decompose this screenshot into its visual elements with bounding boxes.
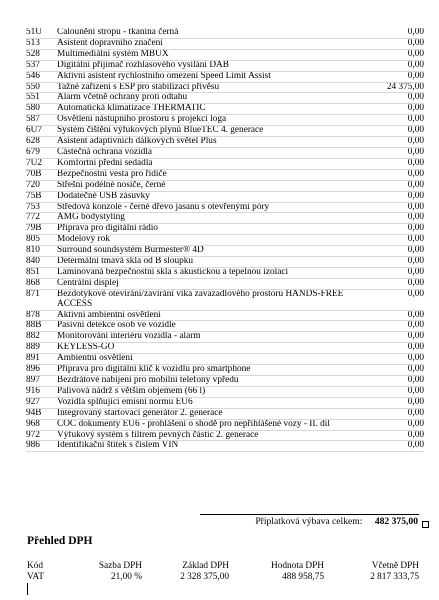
equipment-price: 0,00	[407, 267, 424, 277]
equipment-price: 0,00	[407, 92, 424, 103]
equipment-price: 0,00	[407, 125, 424, 136]
equipment-description: Automatická klimatizace THERMATIC	[57, 103, 206, 114]
equipment-code: 720	[26, 180, 40, 190]
equipment-description: Determální tmavá skla od B sloupku	[57, 256, 194, 267]
equipment-code: 810	[26, 245, 40, 256]
equipment-code: 889	[26, 342, 40, 353]
equipment-price: 0,00	[407, 28, 424, 37]
equipment-row	[26, 60, 424, 71]
equipment-row	[26, 93, 424, 104]
equipment-price: 0,00	[407, 223, 424, 234]
equipment-description: Identifikační štítek s číslem VIN	[57, 440, 179, 451]
extras-total	[200, 516, 418, 527]
equipment-price: 0,00	[407, 397, 424, 407]
equipment-row	[26, 49, 424, 60]
vat-header-amount: Hodnota DPH	[271, 561, 324, 571]
equipment-description: Integrovaný startovací generátor 2. generace	[57, 408, 223, 418]
equipment-code: 882	[26, 331, 40, 342]
equipment-description: Multimediální systém MBUX	[57, 49, 169, 59]
equipment-description: Digitální přijímač rozhlasového vysílání DAB	[57, 60, 229, 70]
equipment-code: 916	[26, 386, 40, 396]
equipment-code: 587	[26, 114, 40, 125]
equipment-price: 0,00	[407, 38, 424, 48]
equipment-price: 0,00	[407, 60, 424, 70]
equipment-code: 896	[26, 364, 40, 375]
equipment-price: 0,00	[407, 114, 424, 125]
equipment-row	[26, 224, 424, 235]
equipment-price: 0,00	[407, 191, 424, 201]
equipment-price: 0,00	[407, 278, 424, 288]
vat-header-rate: Sazba DPH	[98, 561, 142, 571]
equipment-code: 7U2	[26, 158, 43, 168]
equipment-row	[26, 191, 424, 202]
vat-header-row	[27, 561, 419, 572]
equipment-code: 75B	[26, 191, 42, 201]
equipment-code: 840	[26, 256, 40, 267]
equipment-price: 0,00	[407, 375, 424, 385]
equipment-code: 891	[26, 353, 40, 364]
vat-header-code: Kód	[27, 561, 44, 571]
checkbox-square[interactable]	[422, 521, 429, 528]
equipment-row	[26, 419, 424, 430]
equipment-price: 0,00	[407, 320, 424, 331]
equipment-code: 546	[26, 71, 40, 81]
equipment-description: Modelový rok	[57, 234, 110, 245]
equipment-price: 0,00	[407, 289, 424, 299]
equipment-price: 0,00	[407, 408, 424, 418]
equipment-code: 851	[26, 267, 40, 277]
equipment-code: 513	[26, 38, 40, 48]
equipment-code: 868	[26, 278, 40, 288]
equipment-row	[26, 408, 424, 419]
equipment-description: Komfortní přední sedadla	[57, 158, 153, 168]
equipment-row	[26, 257, 424, 268]
equipment-row	[26, 310, 424, 321]
equipment-price: 0,00	[407, 202, 424, 212]
equipment-code: 897	[26, 375, 40, 385]
vat-amount: 488 958,75	[282, 572, 324, 582]
equipment-price: 0,00	[407, 136, 424, 147]
equipment-price: 0,00	[407, 147, 424, 157]
equipment-description: Příprava pro digitální rádio	[57, 223, 158, 234]
equipment-code: 550	[26, 82, 40, 92]
equipment-row	[26, 267, 424, 278]
equipment-code: 878	[26, 310, 40, 320]
equipment-price: 0,00	[407, 49, 424, 59]
equipment-price: 0,00	[407, 430, 424, 440]
equipment-description: AMG bodystyling	[57, 212, 125, 223]
equipment-price: 0,00	[407, 353, 424, 364]
equipment-description: COC dokumenty EU6 - prohlášení o shodě pro nepřihlášené vozy - II. díl	[57, 419, 330, 429]
equipment-table	[26, 28, 424, 452]
equipment-price: 0,00	[407, 440, 424, 451]
equipment-code: 6U7	[26, 125, 43, 136]
equipment-row	[26, 246, 424, 257]
equipment-description: Středová konzole - černé dřevo jasanu s otevřenými póry	[57, 202, 270, 212]
extras-total-label: Příplatková výbava celkem:	[255, 516, 363, 527]
vat-row	[27, 572, 419, 583]
equipment-description: Pasivní detekce osob ve vozidle	[57, 320, 176, 331]
equipment-row	[26, 321, 424, 332]
equipment-description: Osvětlení nástupního prostoru s projekcí loga	[57, 114, 227, 125]
equipment-description: Asistent adaptivních dálkových světel Plus	[57, 136, 217, 147]
equipment-price: 0,00	[407, 256, 424, 267]
equipment-price: 0,00	[407, 364, 424, 375]
equipment-row	[26, 82, 424, 93]
vat-header-total: Včetně DPH	[371, 561, 419, 571]
equipment-price: 0,00	[407, 310, 424, 320]
text-cursor	[27, 583, 28, 595]
equipment-row	[26, 115, 424, 126]
equipment-row	[26, 38, 424, 49]
equipment-description: Dodatečné USB zásuvky	[57, 191, 150, 201]
equipment-table-body	[26, 28, 424, 452]
equipment-code: 986	[26, 440, 40, 451]
vat-header-base: Základ DPH	[182, 561, 229, 571]
equipment-row	[26, 397, 424, 408]
equipment-price: 24 375,00	[386, 82, 424, 92]
equipment-code: 772	[26, 212, 40, 223]
equipment-row	[26, 158, 424, 169]
equipment-code: 551	[26, 92, 40, 103]
equipment-row	[26, 28, 424, 38]
equipment-description: Tažné zařízení s ESP pro stabilizaci přívěsu	[57, 82, 220, 92]
equipment-code: 628	[26, 136, 40, 147]
equipment-price: 0,00	[407, 419, 424, 429]
equipment-description: Monitorování interiéru vozidla - alarm	[57, 331, 201, 342]
equipment-description: Bezdotykové otevírání/zavírání víka zavazadlového prostoru HANDS-FREE ACCESS	[57, 289, 344, 309]
equipment-row	[26, 71, 424, 82]
equipment-code: 805	[26, 234, 40, 245]
equipment-price: 0,00	[407, 234, 424, 245]
equipment-row	[26, 147, 424, 158]
equipment-row	[26, 169, 424, 180]
equipment-price: 0,00	[407, 212, 424, 223]
equipment-row	[26, 213, 424, 224]
equipment-code: 580	[26, 103, 40, 114]
vat-base: 2 328 375,00	[180, 572, 229, 582]
equipment-description: Aktivní asistent rychlostního omezení Speed Limit Assist	[57, 71, 271, 81]
equipment-description: KEYLESS-GO	[57, 342, 115, 353]
equipment-row	[26, 104, 424, 115]
equipment-description: Systém čištění výfukových plynů BlueTEC 4. generace	[57, 125, 264, 136]
equipment-code: 753	[26, 202, 40, 212]
equipment-code: 968	[26, 419, 40, 429]
equipment-description: Střešní podélné nosiče, černé	[57, 180, 166, 190]
equipment-code: 51U	[26, 28, 43, 37]
equipment-row	[26, 376, 424, 387]
equipment-code: 528	[26, 49, 40, 59]
equipment-description: Částečná ochrana vozidla	[57, 147, 152, 157]
equipment-price: 0,00	[407, 245, 424, 256]
equipment-row	[26, 343, 424, 354]
equipment-description: Výfukový systém s filtrem pevných částic 2. generace	[57, 430, 259, 440]
equipment-price: 0,00	[407, 342, 424, 353]
equipment-description: Centrální displej	[57, 278, 119, 288]
equipment-description: Aktivní ambientní osvětlení	[57, 310, 161, 320]
equipment-row	[26, 386, 424, 397]
equipment-description: Palivová nádrž s větším objemem (66 l)	[57, 386, 206, 396]
equipment-code: 94B	[26, 408, 42, 418]
vat-summary-title: Přehled DPH	[27, 535, 93, 547]
equipment-code: 70B	[26, 169, 42, 179]
total-divider	[200, 514, 419, 515]
equipment-row	[26, 180, 424, 191]
vat-total: 2 817 333,75	[370, 572, 419, 582]
equipment-description: Surround soundsystém Burmester® 4D	[57, 245, 204, 256]
equipment-description: Ambientní osvětlení	[57, 353, 133, 364]
equipment-price: 0,00	[407, 386, 424, 396]
equipment-row	[26, 430, 424, 441]
equipment-description: Čalounění stropu - tkanina černá	[57, 28, 179, 37]
vat-table	[27, 561, 419, 583]
equipment-description: Alarm včetně ochrany proti odtahu	[57, 92, 188, 103]
equipment-row	[26, 332, 424, 343]
equipment-row	[26, 441, 424, 452]
equipment-description: Bezpečnostní vesta pro řidiče	[57, 169, 167, 179]
equipment-description: Bezdrátové nabíjení pro mobilní telefony vpředu	[57, 375, 239, 385]
vat-rate: 21,00 %	[111, 572, 142, 582]
equipment-row	[26, 126, 424, 137]
equipment-description: Asistent dopravního značení	[57, 38, 163, 48]
vat-code: VAT	[27, 572, 44, 582]
equipment-code: 871	[26, 289, 40, 299]
equipment-code: 927	[26, 397, 40, 407]
equipment-code: 79B	[26, 223, 42, 234]
equipment-row	[26, 354, 424, 365]
equipment-price: 0,00	[407, 331, 424, 342]
equipment-description: Příprava pro digitální klíč k vozidlu pro smartphone	[57, 364, 251, 375]
equipment-row	[26, 289, 424, 310]
equipment-row	[26, 137, 424, 148]
equipment-code: 537	[26, 60, 40, 70]
equipment-code: 679	[26, 147, 40, 157]
equipment-row	[26, 278, 424, 289]
equipment-row	[26, 235, 424, 246]
equipment-row	[26, 202, 424, 213]
equipment-price: 0,00	[407, 169, 424, 179]
equipment-price: 0,00	[407, 180, 424, 190]
equipment-code: 88B	[26, 320, 42, 331]
equipment-price: 0,00	[407, 158, 424, 168]
equipment-price: 0,00	[407, 71, 424, 81]
equipment-description: Laminovaná bezpečnostní skla s akustickou a tepelnou izolací	[57, 267, 289, 277]
equipment-row	[26, 365, 424, 376]
equipment-price: 0,00	[407, 103, 424, 114]
equipment-code: 972	[26, 430, 40, 440]
equipment-description: Vozidla splňující emisní normu EU6	[57, 397, 193, 407]
extras-total-value: 482 375,00	[374, 516, 418, 527]
